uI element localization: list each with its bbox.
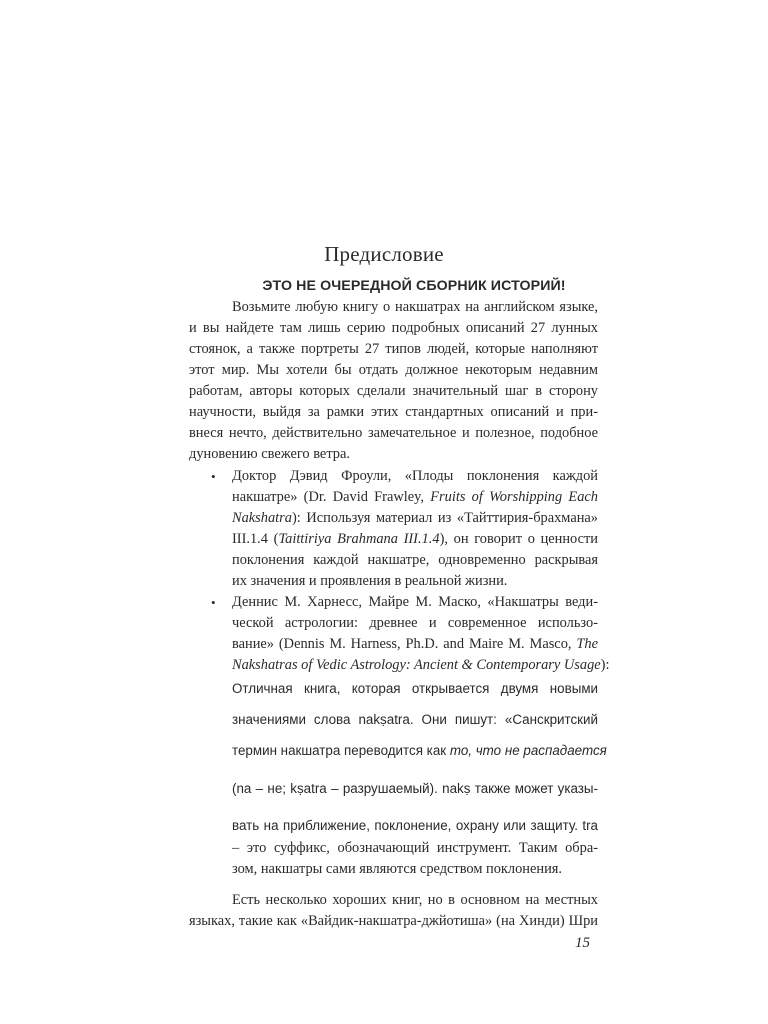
bullet1-line: поклонения каждой накшатре, одновременно раскрывая [232,552,598,568]
intro-line: дуновению свежего ветра. [189,446,350,462]
bullet1-line: Nakshatra): Используя материал из «Тайттирия-брахмана» [232,510,598,526]
bullet2-line: – это суффикс, обозначающий инструмент. Таким обра- [232,840,598,856]
bullet2-line: термин накшатра переводится как то, что не распадается [232,743,607,758]
bullet2-line: Nakshatras of Vedic Astrology: Ancient & Contemporary Usage): [232,657,610,673]
bullet-marker: • [211,469,216,484]
bullet2-line: значениями слова nakṣatra. Они пишут: «Санскритский [232,712,598,727]
page-title: Предисловие [324,242,444,266]
bullet1-line: их значения и проявления в реальной жизни. [232,573,508,589]
bullet2-line: ческой астрологии: древнее и современное использо- [232,615,598,631]
section-subtitle: ЭТО НЕ ОЧЕРЕДНОЙ СБОРНИК ИСТОРИЙ! [262,278,566,294]
bullet2-line: зом, накшатры сами являются средством поклонения. [232,861,563,877]
bullet2-line: Отличная книга, которая открывается двумя новыми [232,681,598,696]
intro-line: внеся нечто, действительно замечательное и полезное, подобное [189,425,598,441]
bullet1-line: III.1.4 (Taittiriya Brahmana III.1.4), он говорит о ценности [232,531,598,547]
bullet1-line: накшатре» (Dr. David Frawley, Fruits of Worshipping Each [232,489,598,505]
bullet2-line: вать на приближение, поклонение, охрану или защиту. tra [232,818,598,833]
intro-line: стоянок, а также портреты 27 типов людей, которые наполняют [189,341,598,357]
intro-line: работам, авторы которых сделали значительный шаг в сторону [189,383,598,399]
bullet1-line: Доктор Дэвид Фроули, «Плоды поклонения каждой [232,468,598,484]
closing-line: языках, такие как «Вайдик-накшатра-джйотиша» (на Хинди) Шри [189,913,598,929]
closing-line: Есть несколько хороших книг, но в основном на местных [232,892,598,908]
intro-line: Возьмите любую книгу о накшатрах на английском языке, [232,299,598,315]
page-number: 15 [575,935,590,951]
bullet2-line: Деннис М. Харнесс, Майре М. Маско, «Накшатры веди- [232,594,598,610]
bullet-marker: • [211,595,216,610]
bullet2-line: вание» (Dennis M. Harness, Ph.D. and Maire M. Masco, The [232,636,598,652]
intro-line: научности, выйдя за рамки этих стандартных описаний и при- [189,404,598,420]
intro-line: этот мир. Мы хотели бы отдать должное некоторым недавним [189,362,598,378]
intro-line: и вы найдете там лишь серию подробных описаний 27 лунных [189,320,598,336]
bullet2-line: (na – не; kṣatra – разрушаемый). nakṣ также может указы- [232,781,598,796]
